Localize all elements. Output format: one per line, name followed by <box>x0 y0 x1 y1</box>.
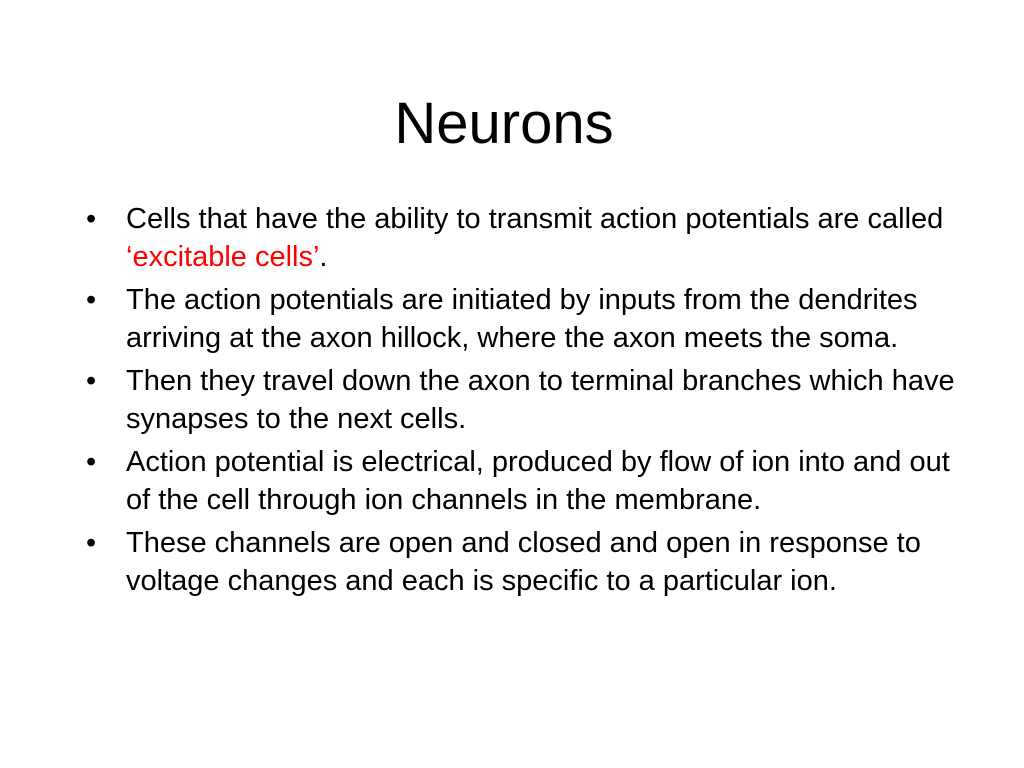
bullet-icon: • <box>86 284 97 316</box>
bullet-list <box>86 201 956 606</box>
bullet-item <box>86 201 956 276</box>
bullet-item <box>86 525 956 600</box>
highlighted-term: ‘excitable cells’ <box>126 240 320 273</box>
bullet-text-end: . <box>319 240 328 273</box>
bullet-icon: • <box>86 446 97 478</box>
bullet-icon: • <box>86 203 97 235</box>
bullet-text: Cells that have the ability to transmit action potentials are called <box>126 203 944 235</box>
bullet-item <box>86 363 956 438</box>
bullet-text: Action potential is electrical, produced by flow of ion into and out of the cell through ion channels in the membrane. <box>126 446 950 516</box>
bullet-item <box>86 444 956 519</box>
bullet-text: These channels are open and closed and open in response to voltage changes and each is specific to a particular ion. <box>126 527 921 597</box>
slide-title: Neurons <box>394 91 614 156</box>
bullet-icon: • <box>86 527 97 559</box>
bullet-icon: • <box>86 365 97 397</box>
bullet-text: Then they travel down the axon to terminal branches which have synapses to the next cells. <box>126 365 955 435</box>
bullet-text: The action potentials are initiated by inputs from the dendrites arriving at the axon hillock, where the axon meets the soma. <box>126 284 918 354</box>
bullet-item <box>86 282 956 357</box>
